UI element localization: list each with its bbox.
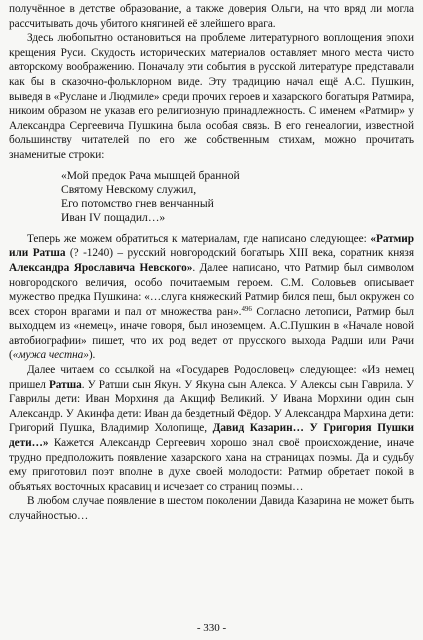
verse-line: Святому Невскому служил, bbox=[61, 182, 197, 196]
pushkin-verse bbox=[61, 169, 414, 226]
verse-line: Иван IV пощадил…» bbox=[61, 211, 166, 225]
paragraph-ratmir: Теперь же можем обратиться к материалам, где написано следующее: «Ратмир или Ратша (? -1240) – русский новгородский богатырь XIII века, соратник князя Александра Ярославича Невского». Далее написано, что Ратмир был символом новгородского величия, особо почитаемым героем. С.М. Соловьев описывает мужество предка Пушкина: «…слуга княжеский Ратмир бился пеш, был окружен со всех сторон врагами и пал от множества ран».$^{496}$ Согласно летописи, Ратмир был выходцем из «немец», иначе говоря, был иноземцем. А.С.Пушкин в «Начале новой автобиографии» пишет, что их род ведет от прусского выхода Радши или Рачи («мужа честна»). bbox=[9, 232, 414, 362]
verse-line: «Мой предок Рача мышцей бранной bbox=[61, 168, 240, 182]
footnote-marker: 496 bbox=[241, 304, 252, 313]
ratsha-name: Ратша bbox=[48, 378, 82, 391]
paragraph-continuation: получённое в детстве образование, а также доверия Ольги, на что вряд ли могла рассчитывать дочь убитого княгиней её злейшего врага. bbox=[9, 3, 414, 30]
david-kazarin-name: Давид Казарин… У Григория Пушки дети…» bbox=[9, 422, 414, 450]
page-number: - 330 - bbox=[196, 622, 227, 634]
paragraph-lead: Теперь же можем обратиться к материалам, где написано следующее: bbox=[27, 232, 367, 245]
paragraph-literary-embodiment: Здесь любопытно остановиться на проблеме литературного воплощения эпохи крещения Руси. Скудость исторических материалов оставляет много места чисто авторскому воображению. Поначалу эти события в русской литературе представали как бы в сказочно-фольклорном виде. Эту традицию начал ещё А.С. Пушкин, выведя в «Руслане и Людмиле» среди прочих героев и хазарского богатыря Ратмира, никоим образом не указав его религиозную принадлежность. С именем «Ратмир» у Александра Сергеевича Пушкина была особая связь. В его генеалогии, известной большинству читателей по его же собственным стихам, можно прочитать знаменитые строки: bbox=[9, 32, 414, 161]
verse-line: Его потомство гнев венчанный bbox=[61, 197, 214, 211]
prince-name: Александра Ярославича Невского» bbox=[9, 261, 193, 274]
paragraph-genealogy: Далее читаем со ссылкой на «Государев Родословец» следующее: «Из немец пришел Ратша. У Ратши сын Якун. У Якуна сын Алекса. У Алексы сын Гаврила. У Гаврилы дети: Иван Морхиня да Акщиф Великий. У Ивана Морхини один сын Александр. У Акинфа дети: Иван да бездетный Фёдор. У Александра Мархина дети: Григорий Пушка, Владимир Холопище, Давид Казарин… У Григория Пушки дети…» Кажется Александр Сергеевич хорошо знал своё происхождение, иначе трудно предположить появление хазарского хана на страницах поэмы. Да и судьбу ему приготовил поэт вполне в духе своей молодости: Ратмир обретает покой в объятьях восточных красавиц и исчезает со страниц поэмы… bbox=[9, 364, 414, 493]
ratmir-name: «Ратмир или Ратша bbox=[9, 232, 414, 260]
paragraph-conclusion: В любом случае появление в шестом поколении Давида Казарина не может быть случайностью… bbox=[9, 495, 414, 522]
italic-quote: «мужа честна» bbox=[12, 349, 89, 362]
